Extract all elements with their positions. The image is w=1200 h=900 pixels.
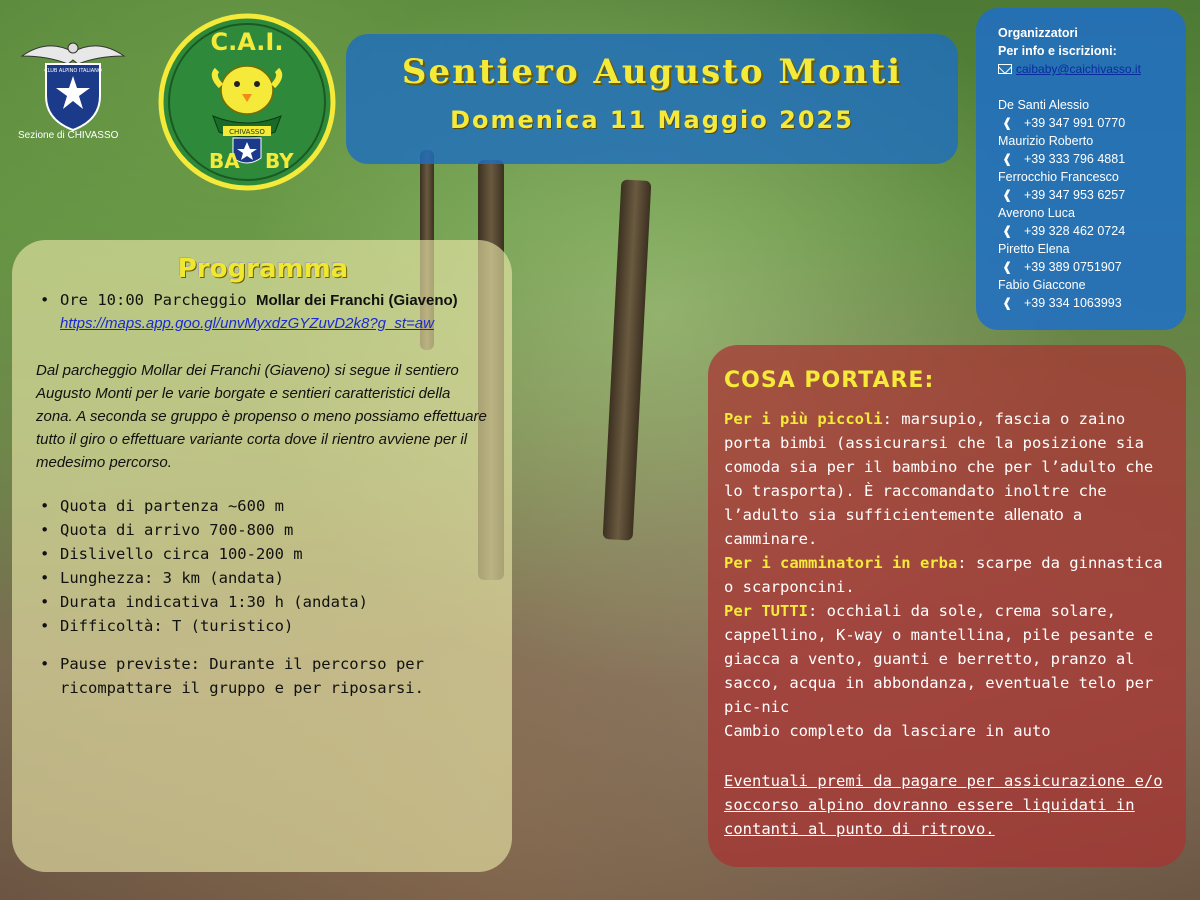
piccoli-label: Per i più piccoli	[724, 410, 883, 428]
detail-item: • Dislivello circa 100-200 m	[36, 542, 490, 566]
meeting-item	[36, 288, 490, 335]
phone-icon: ❰	[1002, 260, 1013, 274]
contact-name: Maurizio Roberto	[998, 134, 1094, 148]
detail-item: • Quota di partenza ~600 m	[36, 494, 490, 518]
badge-cai-text: C.A.I.	[210, 28, 284, 56]
contact-phone[interactable]: +39 333 796 4881	[1024, 152, 1126, 166]
contact-name: Ferrocchio Francesco	[998, 170, 1119, 184]
contact-phone-row	[998, 258, 1176, 276]
info-label: Per info e iscrizioni:	[998, 44, 1117, 58]
email-row	[998, 60, 1176, 78]
piccoli-text-1: : marsupio, fascia o zaino porta bimbi (assicurarsi che la posizione sia comoda sia per il bambino che per l’adulto che lo trasporta). È raccomandato inoltre che l’adulto sia sufficientemente	[724, 410, 1154, 524]
envelope-icon	[998, 64, 1012, 74]
detail-item: • Difficoltà: T (turistico)	[36, 614, 490, 638]
phone-icon: ❰	[1002, 116, 1013, 130]
cosa-portare-panel	[708, 345, 1186, 867]
contact-name: De Santi Alessio	[998, 98, 1090, 112]
badge-ba-text: BA	[209, 149, 240, 173]
meeting-place: Mollar dei Franchi (Giaveno)	[255, 292, 458, 309]
event-date: Domenica 11 Maggio 2025	[450, 106, 854, 134]
contact-phone-row	[998, 186, 1176, 204]
tutti-label: Per TUTTI	[724, 602, 808, 620]
tutti-paragraph	[724, 599, 1168, 719]
cai-logo-text: CLUB ALPINO ITALIANO	[44, 68, 102, 74]
contacts-list	[998, 96, 1176, 312]
organizers-panel	[976, 8, 1186, 330]
phone-icon: ❰	[1002, 296, 1013, 310]
cosa-portare-title: COSA PORTARE:	[724, 368, 935, 393]
contact-name: Fabio Giaccone	[998, 278, 1086, 292]
contact-phone[interactable]: +39 328 462 0724	[1024, 224, 1126, 238]
erba-label: Per i camminatori in erba	[724, 554, 958, 572]
tutti-text: : occhiali da sole, crema solare, cappellino, K-way o mantellina, pile pesante e giacca a vento, guanti e berretto, pranzo al sacco, acqua in abbondanza, eventuale telo per pic-nic	[724, 602, 1154, 716]
meeting-prefix: Ore 10:00 Parcheggio	[60, 291, 256, 309]
phone-icon: ❰	[1002, 188, 1013, 202]
detail-item: • Quota di arrivo 700-800 m	[36, 518, 490, 542]
map-link[interactable]: https://maps.app.goo.gl/unvMyxdzGYZuvD2k8?g_st=aw	[60, 315, 434, 332]
contact-phone-row	[998, 294, 1176, 312]
contact-name: Averono Luca	[998, 206, 1075, 220]
tree-trunk	[603, 179, 652, 540]
insurance-note: Eventuali premi da pagare per assicurazione e/o soccorso alpino dovranno essere liquidati in contanti al punto di ritrovo.	[724, 772, 1163, 838]
phone-icon: ❰	[1002, 152, 1013, 166]
sezione-label: Sezione di CHIVASSO	[18, 130, 119, 141]
piccoli-paragraph	[724, 407, 1168, 551]
contact-phone-row	[998, 150, 1176, 168]
contact-name: Piretto Elena	[998, 242, 1070, 256]
erba-text: : scarpe da ginnastica o scarponcini.	[724, 554, 1163, 596]
email-link[interactable]: caibaby@caichivasso.it	[1016, 62, 1141, 76]
cai-eagle-logo	[18, 34, 128, 134]
contact-phone-row	[998, 114, 1176, 132]
route-description: Dal parcheggio Mollar dei Franchi (Giaveno) si segue il sentiero Augusto Monti per le varie borgate e sentieri caratteristici della zona. A seconda se gruppo è propenso o meno possiamo effettuare tutto il giro o effettuare variante corta dove il rientro avviene per il medesimo percorso.	[36, 362, 487, 471]
chick-icon	[221, 66, 273, 114]
contact-phone-row	[998, 222, 1176, 240]
programma-title: Programma	[177, 254, 349, 284]
contact-phone[interactable]: +39 334 1063993	[1024, 296, 1122, 310]
programma-panel	[12, 240, 512, 872]
erba-paragraph	[724, 551, 1168, 599]
cambio-text: Cambio completo da lasciare in auto	[724, 722, 1051, 740]
detail-item: • Durata indicativa 1:30 h (andata)	[36, 590, 490, 614]
organizers-heading: Organizzatori	[998, 26, 1078, 40]
badge-by-text: BY	[265, 149, 294, 173]
contact-phone[interactable]: +39 347 991 0770	[1024, 116, 1126, 130]
phone-icon: ❰	[1002, 224, 1013, 238]
details-list	[36, 494, 490, 638]
cai-baby-badge	[157, 12, 337, 192]
piccoli-text-2: a camminare.	[724, 506, 1083, 548]
contact-phone[interactable]: +39 389 0751907	[1024, 260, 1122, 274]
detail-item: • Lunghezza: 3 km (andata)	[36, 566, 490, 590]
contact-phone[interactable]: +39 347 953 6257	[1024, 188, 1126, 202]
pause-item: • Pause previste: Durante il percorso per ricompattare il gruppo e per riposarsi.	[36, 652, 490, 700]
event-title: Sentiero Augusto Monti	[401, 52, 903, 92]
badge-ribbon-text: CHIVASSO	[229, 128, 265, 136]
allenato-text: allenato	[1003, 505, 1064, 524]
title-banner	[346, 34, 958, 164]
